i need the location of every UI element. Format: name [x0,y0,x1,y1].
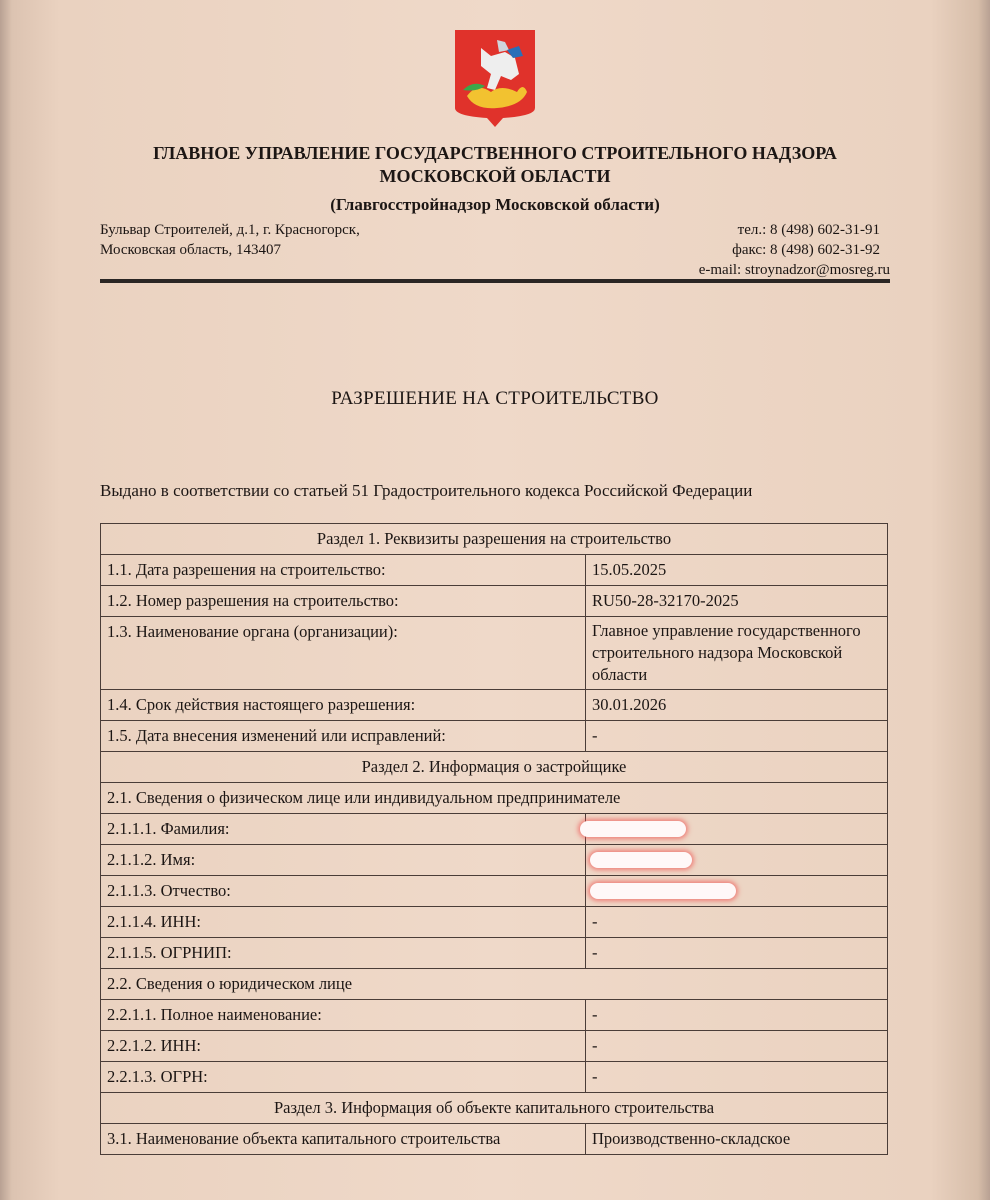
table-row: 2.1.1.2. Имя: [101,845,888,876]
redaction-mark [590,883,736,899]
section-header: Раздел 1. Реквизиты разрешения на строительство [101,524,888,555]
table-row: 2.1.1.3. Отчество: [101,876,888,907]
table-row: 1.4. Срок действия настоящего разрешения: 30.01.2026 [101,690,888,721]
redaction-mark [590,852,692,868]
table-row: 2.1.1.4. ИНН: - [101,907,888,938]
table-row: 2.1.1.1. Фамилия: [101,814,888,845]
table-row: 1.1. Дата разрешения на строительство: 15.05.2025 [101,555,888,586]
org-name-line2: МОСКОВСКОЙ ОБЛАСТИ [379,166,611,186]
table-row: 2.2.1.1. Полное наименование: - [101,1000,888,1031]
table-row: 3.1. Наименование объекта капитального строительства Производственно-складское [101,1124,888,1155]
redaction-mark [580,821,686,837]
table-row: 2.1.1.5. ОГРНИП: - [101,938,888,969]
table-row: 1.3. Наименование органа (организации): Главное управление государственного строительного надзора Московской области [101,617,888,690]
section-header: Раздел 2. Информация о застройщике [101,752,888,783]
table-row: 2.2.1.2. ИНН: - [101,1031,888,1062]
org-short-name: (Главгосстройнадзор Московской области) [330,195,660,214]
subsection-row: 2.1. Сведения о физическом лице или индивидуальном предпринимателе [101,783,888,814]
table-row: 2.2.1.3. ОГРН: - [101,1062,888,1093]
table-row: 1.2. Номер разрешения на строительство: RU50-28-32170-2025 [101,586,888,617]
subsection-row: 2.2. Сведения о юридическом лице [101,969,888,1000]
address-block [100,220,360,260]
fax: факс: 8 (498) 602-31-92 [732,242,880,258]
email: e-mail: stroynadzor@mosreg.ru [698,262,890,278]
document-title: РАЗРЕШЕНИЕ НА СТРОИТЕЛЬСТВО [331,388,659,409]
address-line2: Московская область, 143407 [100,242,281,258]
contacts-block [699,220,890,280]
issued-basis: Выдано в соответствии со статьей 51 Градостроительного кодекса Российской Федерации [100,481,753,500]
header-divider [100,279,890,283]
moscow-oblast-coat-of-arms-icon [453,28,537,128]
address-line1: Бульвар Строителей, д.1, г. Красногорск, [100,222,360,238]
permit-table [100,523,888,1155]
org-name-line1: ГЛАВНОЕ УПРАВЛЕНИЕ ГОСУДАРСТВЕННОГО СТРОИТЕЛЬНОГО НАДЗОРА [153,143,837,163]
table-row: 1.5. Дата внесения изменений или исправлений: - [101,721,888,752]
phone: тел.: 8 (498) 602-31-91 [737,222,880,238]
section-header: Раздел 3. Информация об объекте капитального строительства [101,1093,888,1124]
